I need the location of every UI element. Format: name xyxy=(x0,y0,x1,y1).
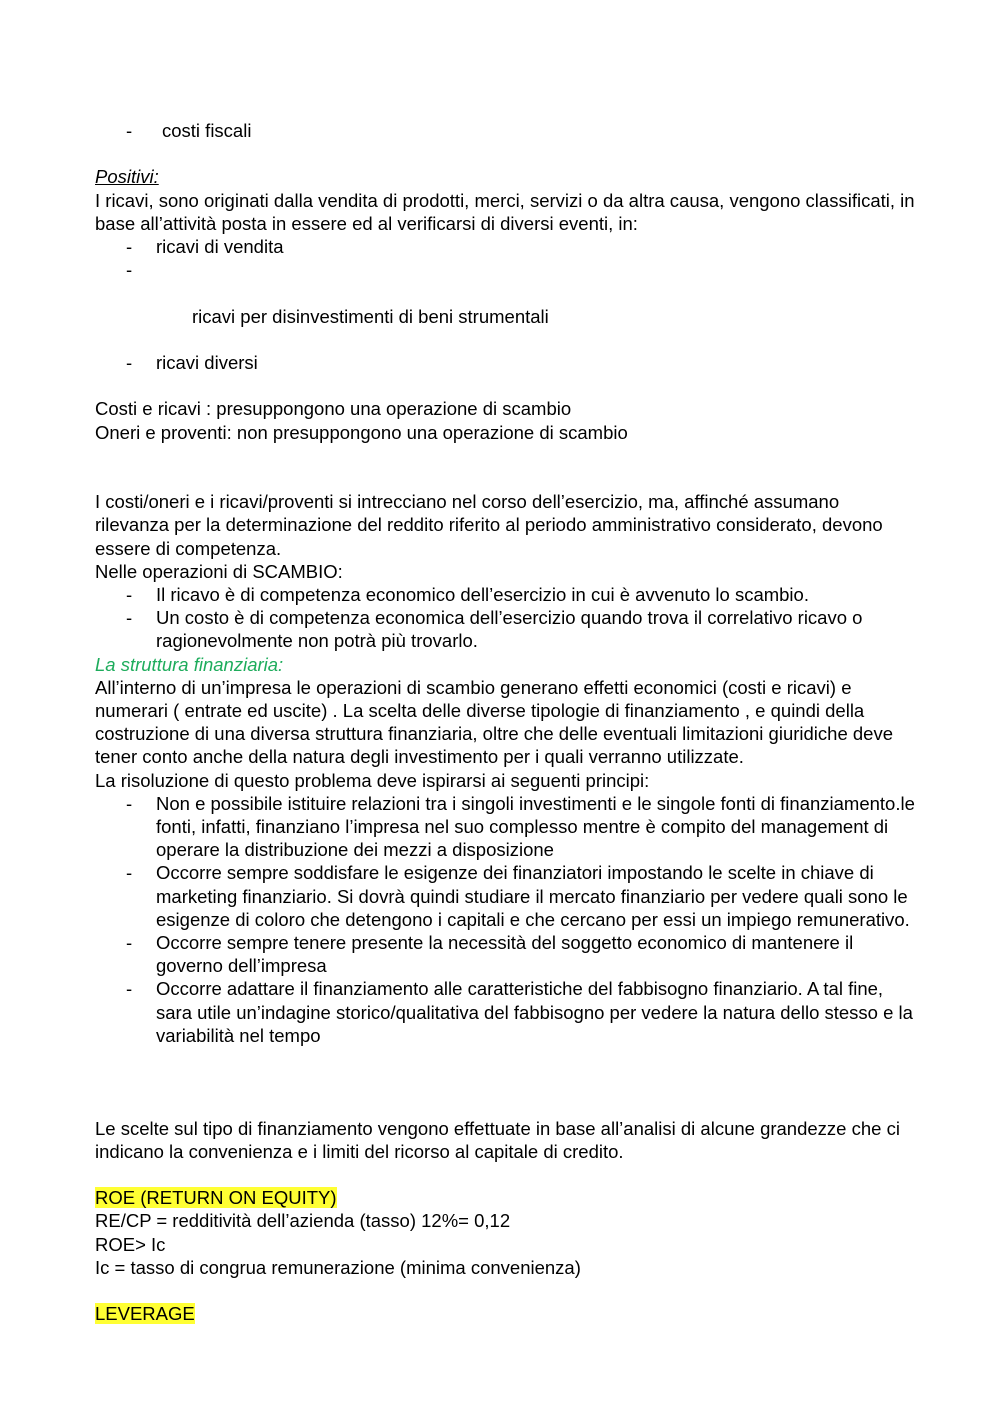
list-item xyxy=(95,606,915,652)
positivi-heading: Positivi: xyxy=(95,166,159,188)
scambio-intro: Nelle operazioni di SCAMBIO: xyxy=(95,560,343,582)
list-item-text: ricavi diversi xyxy=(156,352,258,374)
dash-bullet: - xyxy=(126,862,133,884)
principles-intro: La risoluzione di questo problema deve ispirarsi ai seguenti principi: xyxy=(95,769,650,791)
roe-heading: ROE (RETURN ON EQUITY) xyxy=(95,1187,337,1209)
competenza-paragraph: I costi/oneri e i ricavi/proventi si intrecciano nel corso dell’esercizio, ma, affinché assumano rilevanza per la determinazione del reddito riferito al periodo amministrativo considerato, devono essere di competenza. xyxy=(95,491,883,559)
list-item xyxy=(95,583,915,606)
costs-tail-list xyxy=(95,119,915,142)
leverage-heading-line xyxy=(95,1302,915,1325)
dash-bullet: - xyxy=(126,584,133,606)
dash-bullet: - xyxy=(126,259,133,281)
list-item-text: Un costo è di competenza economica dell’esercizio quando trova il correlativo ricavo o ragionevolmente non potrà più trovarlo. xyxy=(156,607,863,652)
document-page xyxy=(95,119,915,1325)
list-item xyxy=(95,258,915,351)
principles-list xyxy=(95,792,915,1047)
definition-line: Oneri e proventi: non presuppongono una operazione di scambio xyxy=(95,421,628,443)
list-item xyxy=(95,931,915,977)
competenza-list xyxy=(95,583,915,653)
positivi-paragraph: I ricavi, sono originati dalla vendita di prodotti, merci, servizi o da altra causa, vengono classificati, in base all’attività posta in essere ed al verificarsi di diversi eventi, in: xyxy=(95,189,915,234)
list-item xyxy=(95,119,915,142)
list-item xyxy=(95,235,915,258)
list-item-text: Non e possibile istituire relazioni tra i singoli investimenti e le singole fonti di finanziamento.le fonti, infatti, finanziano l’impresa nel suo complesso mentre è compito del management di operare la distribuzione dei mezzi a disposizione xyxy=(156,792,915,861)
scelte-paragraph: Le scelte sul tipo di finanziamento vengono effettuate in base all’analisi di alcune grandezze che ci indicano la convenienza e i limiti del ricorso al capitale di credito. xyxy=(95,1117,900,1162)
list-item xyxy=(95,861,915,931)
list-item-text: Occorre sempre tenere presente la necessità del soggetto economico di mantenere il governo dell’impresa xyxy=(156,932,854,977)
struttura-paragraph: All’interno di un’impresa le operazioni di scambio generano effetti economici (costi e ricavi) e numerari ( entrate ed uscite) . La scelta delle diverse tipologie di finanziamento , e quindi della costruzione di una diversa struttura finanziaria, oltre che delle eventuali limitazioni giuridiche deve tener conto anche della natura degli investimento per i quali verranno utilizzate. xyxy=(95,676,893,768)
list-item-text: ricavi per disinvestimenti di beni strumentali xyxy=(186,305,549,327)
dash-bullet: - xyxy=(126,792,133,814)
list-item xyxy=(95,792,915,862)
dash-bullet: - xyxy=(126,236,133,257)
dash-bullet: - xyxy=(126,978,133,1000)
list-item xyxy=(95,351,915,374)
list-item-text: ricavi di vendita xyxy=(156,236,284,257)
roe-condition: ROE> Ic xyxy=(95,1233,166,1255)
list-item-text: Il ricavo è di competenza economico dell’esercizio in cui è avvenuto lo scambio. xyxy=(156,584,809,606)
dash-bullet: - xyxy=(126,120,133,141)
ricavi-list xyxy=(95,235,915,374)
list-item xyxy=(95,977,915,1047)
struttura-heading: La struttura finanziaria: xyxy=(95,653,284,675)
roe-heading-line xyxy=(95,1186,915,1209)
list-item-text: Occorre adattare il finanziamento alle caratteristiche del fabbisogno finanziario. A tal fine, sara utile un’indagine storico/qualitativa del fabbisogno per vedere la natura dello stesso e la variabilità nel tempo xyxy=(156,978,913,1046)
roe-formula: RE/CP = redditività dell’azienda (tasso) 12%= 0,12 xyxy=(95,1210,511,1232)
definition-line: Costi e ricavi : presuppongono una operazione di scambio xyxy=(95,398,572,420)
leverage-heading: LEVERAGE xyxy=(95,1303,195,1325)
list-item-text: costi fiscali xyxy=(162,120,252,141)
dash-bullet: - xyxy=(126,932,133,954)
ic-definition: Ic = tasso di congrua remunerazione (minima convenienza) xyxy=(95,1256,581,1278)
list-item-text: Occorre sempre soddisfare le esigenze dei finanziatori impostando le scelte in chiave di marketing finanziario. Si dovrà quindi studiare il mercato finanziario per vedere quali sono le esigenze di coloro che detengono i capitali e che cercano per essi un impiego remunerativo. xyxy=(156,862,910,930)
dash-bullet: - xyxy=(126,352,133,374)
dash-bullet: - xyxy=(126,607,133,629)
